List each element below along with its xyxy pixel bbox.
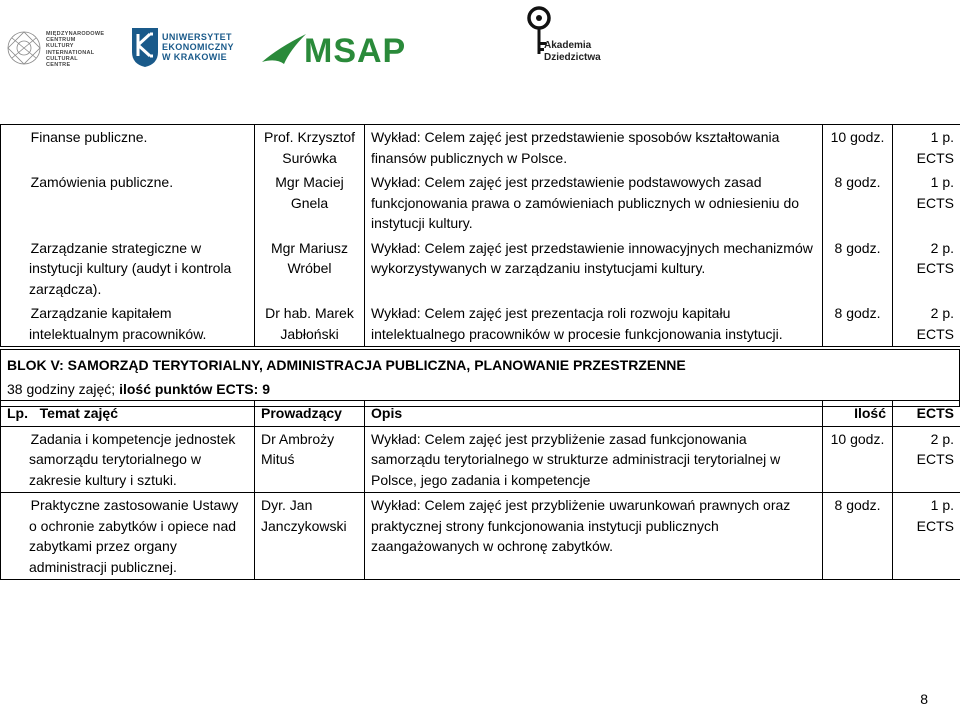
ects-cell: 1 p. ECTS (893, 170, 960, 236)
page-number: 8 (920, 691, 928, 707)
description-cell: Wykład: Celem zajęć jest prezentacja roli rozwoju kapitału intelektualnego pracowników w procesie funkcjonowania instytucji. (365, 301, 823, 347)
uek-emblem-icon (130, 26, 160, 68)
header-teacher: Prowadzący (255, 401, 365, 427)
msap-logo (260, 28, 410, 72)
hours-cell: 10 godz. (823, 426, 893, 493)
akademia-dziedzictwa-logo (524, 6, 644, 66)
header-hours: Ilość (823, 401, 893, 427)
subject-cell: Zadania i kompetencje jednostek samorządu terytorialnego w zakresie kultury i sztuki. (1, 426, 255, 493)
hours-cell: 8 godz. (823, 170, 893, 236)
ects-cell: 1 p. ECTS (893, 125, 960, 171)
header-description: Opis (365, 401, 823, 427)
hours-cell: 8 godz. (823, 301, 893, 347)
mck-text: MIĘDZYNARODOWE CENTRUM KULTURY INTERNATIONAL CULTURAL CENTRE (46, 31, 104, 68)
ects-cell: 2 p. ECTS (893, 236, 960, 302)
table-row (1, 493, 960, 580)
table-row (1, 170, 960, 236)
description-cell: Wykład: Celem zajęć jest przedstawienie podstawowych zasad funkcjonowania prawa o zamówieniach publicznych w odniesieniu do instytucji kultury. (365, 170, 823, 236)
uek-text: UNIWERSYTET EKONOMICZNY W KRAKOWIE (162, 32, 234, 62)
ects-cell: 2 p. ECTS (893, 426, 960, 493)
teacher-cell: Prof. Krzysztof Surówka (255, 125, 365, 171)
ects-cell: 2 p. ECTS (893, 301, 960, 347)
logo-bar (0, 0, 960, 100)
teacher-cell: Dr Ambroży Mituś (255, 426, 365, 493)
subject-cell: Zamówienia publiczne. (1, 170, 255, 236)
uek-logo (130, 26, 250, 70)
mck-logo (4, 28, 114, 72)
description-cell: Wykład: Celem zajęć jest przedstawienie innowacyjnych mechanizmów wykorzystywanych w zarządzaniu instytucjami kultury. (365, 236, 823, 302)
curriculum-table-block-v (0, 400, 960, 580)
hours-cell: 10 godz. (823, 125, 893, 171)
header-subject: Lp. Temat zajęć (1, 401, 255, 427)
table-header-row (1, 401, 960, 427)
subject-cell: Praktyczne zastosowanie Ustawy o ochronie zabytków i opiece nad zabytkami przez organy administracji publicznej. (1, 493, 255, 580)
description-cell: Wykład: Celem zajęć jest przybliżenie uwarunkowań prawnych oraz praktycznej strony funkcjonowania instytucji publicznych zaangażowanych w ochronę zabytków. (365, 493, 823, 580)
description-cell: Wykład: Celem zajęć jest przedstawienie sposobów kształtowania finansów publicznych w Polsce. (365, 125, 823, 171)
block-title: BLOK V: SAMORZĄD TERYTORIALNY, ADMINISTRACJA PUBLICZNA, PLANOWANIE PRZESTRZENNE (7, 357, 686, 373)
block-summary: 38 godziny zajęć; ilość punktów ECTS: 9 (7, 381, 270, 397)
description-cell: Wykład: Celem zajęć jest przybliżenie zasad funkcjonowania samorządu terytorialnego w strukturze administracji terytorialnej w Polsce, jego zadania i kompetencje (365, 426, 823, 493)
msap-wordmark: MSAP (304, 32, 406, 71)
subject-cell: Zarządzanie kapitałem intelektualnym pracowników. (1, 301, 255, 347)
teacher-cell: Dyr. Jan Janczykowski (255, 493, 365, 580)
msap-swoosh-icon (260, 28, 308, 68)
mck-emblem-icon (4, 28, 44, 68)
ects-cell: 1 p. ECTS (893, 493, 960, 580)
table-row (1, 301, 960, 347)
curriculum-table-block-iv (0, 124, 960, 347)
table-row (1, 426, 960, 493)
subject-cell: Finanse publiczne. (1, 125, 255, 171)
hours-cell: 8 godz. (823, 236, 893, 302)
block-v-heading (0, 349, 960, 407)
table-row (1, 236, 960, 302)
akademia-dziedzictwa-text: Akademia Dziedzictwa (544, 40, 601, 64)
subject-cell: Zarządzanie strategiczne w instytucji kultury (audyt i kontrola zarządcza). (1, 236, 255, 302)
hours-cell: 8 godz. (823, 493, 893, 580)
teacher-cell: Dr hab. Marek Jabłoński (255, 301, 365, 347)
table-row (1, 125, 960, 171)
header-ects: ECTS (893, 401, 960, 427)
teacher-cell: Mgr Mariusz Wróbel (255, 236, 365, 302)
teacher-cell: Mgr Maciej Gnela (255, 170, 365, 236)
